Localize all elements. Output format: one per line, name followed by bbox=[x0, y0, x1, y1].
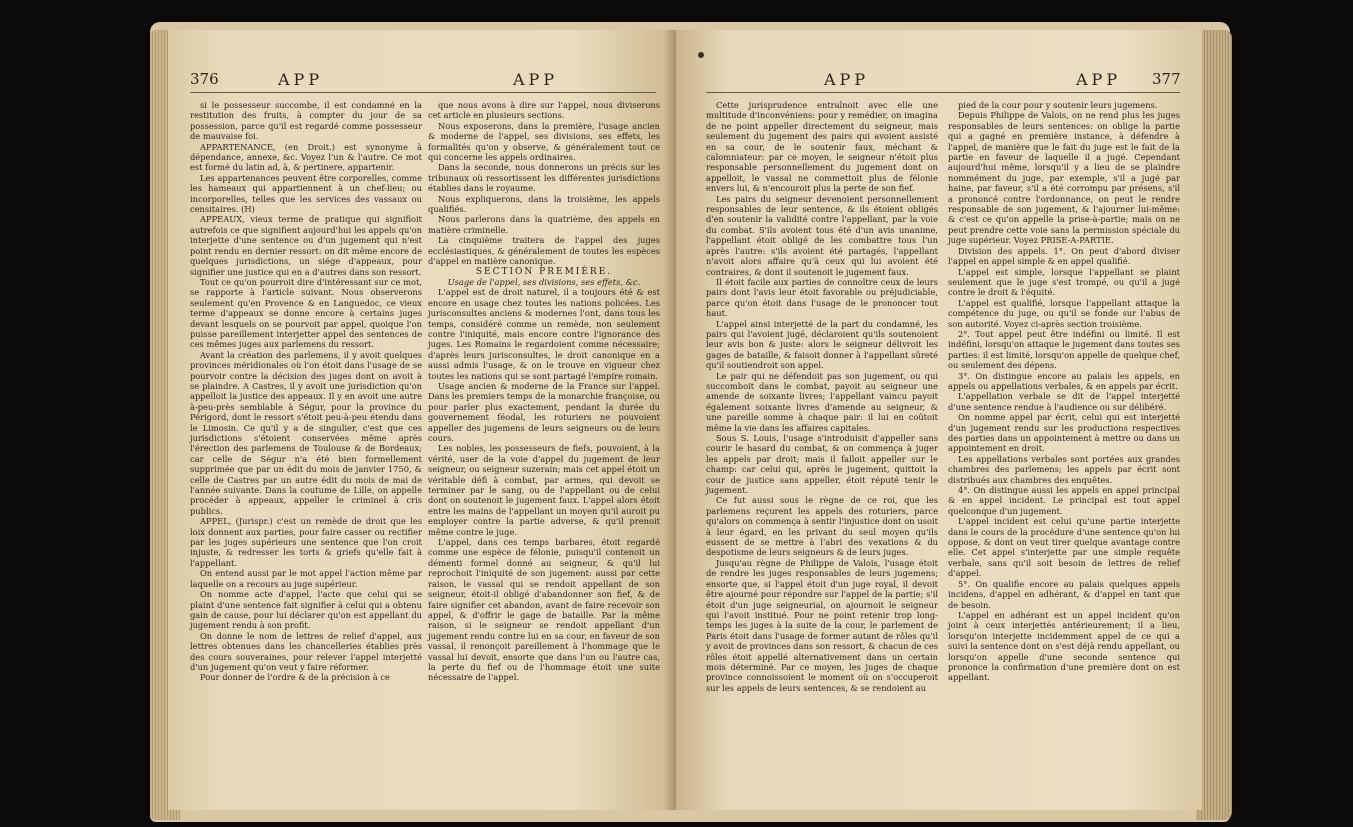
paragraph: Jusqu'au règne de Philippe de Valois, l'usage étoit de rendre les juges responsables de leurs jugemens; ensorte que, si l'appel étoit d'un juge royal, il devoit être ajourné pour répondre sur l'appel de la partie; s'il étoit d'un juge seigneurial, on ajournoit le seigneur qui l'avoit institué. Pour ne point retenir trop long-temps les juges à la suite de la cour, le parlement de Paris étoit dans l'usage de former autant de rôles qu'il y avoit de provinces dans son ressort, & chacun de ces rôles étoit appellé alternativement dans un certain mois déterminé. Par ce moyen, les juges de chaque province connoissoient le moment où on s'occuperoit sur les appels de leurs sentences, & se rendoient au bbox=[706, 557, 938, 693]
paragraph: Les nobles, les possesseurs de fiefs, pouvoient, à la vérité, user de la voie d'appel du jugement de leur seigneur, ou seigneur suzerain; mais cet appel étoit un véritable défi à combat, par armes, qui devoit se terminer par le sang, ou de l'appellant ou de celui dont on soutenoit le jugement faux. L'appel alors étoit entre les mains de l'appellant un moyen qu'il auroit pu employer contre la partie adverse, & qu'il prenoit même contre le juge. bbox=[428, 443, 660, 537]
paragraph: L'appel, dans ces temps barbares, étoit regardé comme une espèce de félonie, puisqu'il contenoit un démenti formel donné au seigneur, & qu'il lui reprochoit l'iniquité de son jugement: aussi par cette raison, le vassal qui se rendoit appellant de son seigneur, étoit-il obligé d'abandonner son fief, & de faire signifier cet abandon, avant de faire recevoir son appel, & d'offrir le gage de bataille. Par la même raison, si le seigneur se rendoit appellant d'un jugement rendu contre lui en sa cour, en faveur de son vassal, il renonçoit pareillement à l'hommage que le vassal lui devoit, ensorte que dans l'un ou l'autre cas, la perte du fief ou de l'hommage étoit une suite nécessaire de l'appel. bbox=[428, 537, 660, 683]
section-subhead: Usage de l'appel, ses divisions, ses effets, &c. bbox=[447, 276, 641, 287]
paragraph: L'appel est simple, lorsque l'appellant se plaint seulement que le juge s'est trompé, ou qu'il a jugé contre le droit & l'équité. bbox=[948, 266, 1180, 298]
left-column-2 bbox=[428, 100, 660, 683]
paragraph: Les appellations verbales sont portées aux grandes chambres des parlemens; les appels par écrit sont distribués aux chambres des enquêtes. bbox=[948, 453, 1180, 485]
left-page bbox=[168, 30, 676, 810]
paragraph: Depuis Philippe de Valois, on ne rend plus les juges responsables de leurs sentences: on oblige la partie qui a gagné en première instance, à défendre à l'appel, de manière que le fait du juge est le fait de la partie en faveur de laquelle il a jugé. Cependant aujourd'hui même, lorsqu'il y a lieu de se plaindre nommément du juge, par exemple, s'il a jugé par haine, par faveur, s'il a été corrompu par présens, s'il a prononcé contre l'ordonnance, on peut le rendre responsable de son jugement, & l'ajourner lui-même: & c'est ce qu'on appelle la prise-à-partie; mais on ne peut prendre cette voie sans la permission spéciale du juge supérieur. Voyez PRISE-A-PARTIE. bbox=[948, 110, 1180, 246]
paragraph: Tout ce qu'on pourroit dire d'intéressant sur ce mot, se rapporte à l'article suivant. Nous observerons seulement qu'en Provence & en Languedoc, ce vieux terme d'appeaux se donne encore à certains juges devant lesquels on se pourvoit par appel, quoique l'on puisse pareillement interjetter appel des sentences de ces mêmes juges aux parlemens du ressort. bbox=[190, 276, 422, 350]
paragraph: Il étoit facile aux parties de connoître ceux de leurs pairs dont l'avis leur étoit favorable ou préjudiciable, parce qu'on étoit dans l'usage de le prononcer tout haut. bbox=[706, 276, 938, 319]
paragraph: L'appel est de droit naturel, il a toujours été & est encore en usage chez toutes les nations policées. Les jurisconsultes anciens & modernes l'ont, dans tous les temps, considéré comme un remède, non seulement contre l'iniquité, mais encore contre l'ignorance des juges. Les Romains le regardoient comme nécessaire; d'après leurs jurisconsultes, le droit canonique en a aussi admis l'usage, & on le trouve en vigueur chez toutes les nations qui se sont partagé l'empire romain. bbox=[428, 287, 660, 381]
paragraph: Nous expliquerons, dans la troisième, les appels qualifiés. bbox=[428, 193, 660, 215]
paragraph: On nomme acte d'appel, l'acte que celui qui se plaint d'une sentence fait signifier à celui qui a obtenu gain de cause, pour lui déclarer qu'on est appellant du jugement rendu à son profit. bbox=[190, 589, 422, 631]
paragraph: L'appel est qualifié, lorsque l'appellant attaque la compétence du juge, ou qu'il se fonde sur l'abus de son autorité. Voyez ci-après section troisième. bbox=[948, 297, 1180, 329]
paragraph: Les appartenances peuvent être corporelles, comme les hameaux qui appartiennent à un chef-lieu; ou incorporelles, telles que les services des vassaux ou censitaires. (H) bbox=[190, 172, 422, 215]
paragraph: On donne le nom de lettres de relief d'appel, aux lettres obtenues dans les chancelleries établies près des cours souveraines, pour relever l'appel interjetté d'un jugement qu'on veut y faire réformer. bbox=[190, 630, 422, 672]
paragraph: L'appel ainsi interjetté de la part du condamné, les pairs qui l'avoient jugé, déclaroient qu'ils soutenoient leur avis bon & juste: alors le seigneur délivroit les gages de bataille, & faisoit donner à l'appellant sûreté qu'il soutiendroit son appel. bbox=[706, 318, 938, 371]
paragraph: 5°. On qualifie encore au palais quelques appels incidens, d'appel en adhérant, & d'appel en tant que de besoin. bbox=[948, 578, 1180, 610]
paragraph: pied de la cour pour y soutenir leurs jugemens. bbox=[958, 100, 1158, 110]
right-running-head-2: APP bbox=[1076, 70, 1122, 89]
paragraph: 2°. Tout appel peut être indéfini ou limité. Il est indéfini, lorsqu'on attaque le jugement dans toutes ses parties: il est limité, lorsqu'on appelle de quelque chef, ou seulement des dépens. bbox=[948, 328, 1180, 371]
paragraph: APPARTENANCE, (en Droit.) est synonyme à dépendance, annexe, &c. Voyez l'un & l'autre. Ce mot est formé du latin ad, à, & pertinere, appartenir. bbox=[190, 141, 422, 173]
paragraph: Pour donner de l'ordre & de la précision à ce bbox=[200, 672, 390, 683]
left-head-rule bbox=[190, 92, 656, 93]
left-running-head-2: APP bbox=[513, 70, 559, 89]
paragraph: Nous exposerons, dans la première, l'usage ancien & moderne de l'appel, ses divisions, ses effets, les formalités qu'on y observe, & généralement tout ce qui concerne les appels ordinaires. bbox=[428, 120, 660, 163]
left-column-1 bbox=[190, 100, 422, 683]
paragraph: Cette jurisprudence entraînoit avec elle une multitude d'inconvéniens: pour y remédier, on imagina de ne point appeller directement du seigneur, mais seulement du jugement des pairs qui avoient assisté en sa cour, de le soutenir faux, méchant & calomniateur: par ce moyen, le seigneur n'étoit plus responsable personnellement du jugement dont on appelloit, le vassal ne commettoit plus de félonie envers lui, & n'encouroit plus la perte de son fief. bbox=[706, 100, 938, 194]
paragraph: La cinquième traitera de l'appel des juges ecclésiastiques, & généralement de toutes les espèces d'appel en matière canonique. bbox=[428, 235, 660, 267]
right-page bbox=[676, 30, 1202, 810]
paragraph: Dans la seconde, nous donnerons un précis sur les tribunaux où ressortissent les différentes jurisdictions établies dans le royaume. bbox=[428, 162, 660, 194]
paragraph: Sous S. Louis, l'usage s'introduisit d'appeller sans courir le hasard du combat, & on commença à juger les appels par droit; mais il falloit appeller sur le champ: car celui qui, après le jugement, quittoit la cour de justice sans appeller, étoit réputé tenir le jugement. bbox=[706, 433, 938, 496]
paragraph: Les pairs du seigneur devenoient personnellement responsables de leur sentence, & ils étoient obligés d'en soutenir la validité contre l'appellant, par la voie du combat. S'ils avoient tous été d'un avis unanime, l'appellant étoit obligé de les combattre tous l'un après l'autre: s'ils avoient été partagés, l'appellant n'avoit alors affaire qu'à ceux qui lui avoient été contraires, & dont il soutenoit le jugement faux. bbox=[706, 193, 938, 277]
paragraph: que nous avons à dire sur l'appel, nous diviserons cet article en plusieurs sections. bbox=[428, 100, 660, 121]
paragraph: Ce fut aussi sous le règne de ce roi, que les parlemens reçurent les appels des roturiers, parce qu'alors on commença à sentir l'injustice dont on usoit à leur égard, en les privant du seul moyen qu'ils eussent de se mettre à l'abri des vexations & du despotisme de leurs seigneurs & de leurs juges. bbox=[706, 495, 938, 558]
paragraph: Division des appels. 1°. On peut d'abord diviser l'appel en appel simple & en appel qualifié. bbox=[948, 245, 1180, 267]
paragraph: L'appel incident est celui qu'une partie interjette dans le cours de la procédure d'une sentence qu'on lui oppose, & dont on veut tirer quelque avantage contre elle. Cet appel s'interjette par une simple requête verbale, sans qu'il soit besoin de lettres de relief d'appel. bbox=[948, 516, 1180, 579]
paragraph: Le pair qui ne défendoit pas son jugement, ou qui succomboit dans le combat, payoit au seigneur une amende de soixante livres; l'appellant vaincu payoit également soixante livres d'amende au seigneur, & une pareille somme à chaque pair: il lui en coûtoit même la vie dans les affaires capitales. bbox=[706, 370, 938, 433]
paragraph: Usage ancien & moderne de la France sur l'appel. Dans les premiers temps de la monarchie françoise, ou pour parler plus exactement, pendant la durée du gouvernement féodal, les roturiers ne pouvoient appeller des jugemens de leurs seigneurs ou de leurs cours. bbox=[428, 380, 660, 443]
paragraph: 3°. On distingue encore au palais les appels, en appels ou appellations verbales, & en appels par écrit. bbox=[948, 370, 1180, 391]
ornament-dot bbox=[698, 52, 704, 58]
right-column-2 bbox=[948, 100, 1180, 683]
left-page-number: 376 bbox=[190, 70, 219, 88]
right-column-1 bbox=[706, 100, 938, 693]
right-running-head-1: APP bbox=[824, 70, 870, 89]
paragraph: On entend aussi par le mot appel l'action même par laquelle on a recours au juge supérieur. bbox=[190, 568, 422, 589]
paragraph: On nomme appel par écrit, celui qui est interjetté d'un jugement rendu sur les productions respectives des parties dans un appointement à mettre ou dans un appointement en droit. bbox=[948, 412, 1180, 454]
left-running-head-1: APP bbox=[278, 70, 324, 89]
paragraph: L'appellation verbale se dit de l'appel interjetté d'une sentence rendue à l'audience ou sur délibéré. bbox=[948, 391, 1180, 412]
paragraph: APPEAUX, vieux terme de pratique qui signifioit autrefois ce que signifient aujourd'hui les appels qu'on interjette d'une sentence ou d'un jugement qui n'est point rendu en dernier ressort: on dit même encore de quelques jurisdictions, un siége d'appeaux, pour signifier une justice qui en a d'autres dans son ressort. bbox=[190, 214, 422, 277]
paragraph: 4°. On distingue aussi les appels en appel principal & en appel incident. Le principal est tout appel quelconque d'un jugement. bbox=[948, 485, 1180, 516]
paragraph: si le possesseur succombe, il est condamné en la restitution des fruits, à compter du jour de sa possession, parce qu'il est regardé comme possesseur de mauvaise foi. bbox=[190, 100, 422, 142]
right-head-rule bbox=[706, 92, 1180, 93]
section-heading: SECTION PREMIÈRE. bbox=[475, 266, 613, 277]
paragraph: Nous parlerons dans la quatrième, des appels en matière criminelle. bbox=[428, 214, 660, 235]
paragraph: L'appel en adhérant est un appel incident qu'on joint à ceux interjettés antérieurement; il a lieu, lorsqu'on interjette incidemment appel de ce qui a suivi la sentence dont on s'est déjà rendu appellant, ou lorsqu'on appelle d'une seconde sentence qui prononce la confirmation d'une première dont on est appellant. bbox=[948, 609, 1180, 683]
paragraph: APPEL, (Jurispr.) c'est un remède de droit que les loix donnent aux parties, pour faire casser ou rectifier par les juges supérieurs une sentence que l'on croit injuste, & redresser les torts & griefs qu'elle fait à l'appellant. bbox=[190, 516, 422, 568]
right-page-number: 377 bbox=[1152, 70, 1181, 88]
paragraph: Avant la création des parlemens, il y avoit quelques provinces méridionales où l'on étoit dans l'usage de se pourvoir contre la décision des juges dont on avoit à se plaindre. A Castres, il y avoit une jurisdiction qu'on appelloit la justice des appeaux. Il y en avoit une autre à-peu-près semblable à Ségur, pour la province du Périgord, dont le ressort s'étoit peu-à-peu étendu dans le Limosin. Ce qu'il y a de singulier, c'est que ces jurisdictions s'étoient conservées même après l'érection des parlemens de Toulouse & de Bordeaux; car celle de Ségur n'a été bien formellement supprimée que par un édit du mois de janvier 1750, & celle de Castres par un autre édit du mois de mai de l'année suivante. Dans la coutume de Lille, on appelle procéder à appeaux, appeller le criminel à cris publics. bbox=[190, 349, 422, 516]
